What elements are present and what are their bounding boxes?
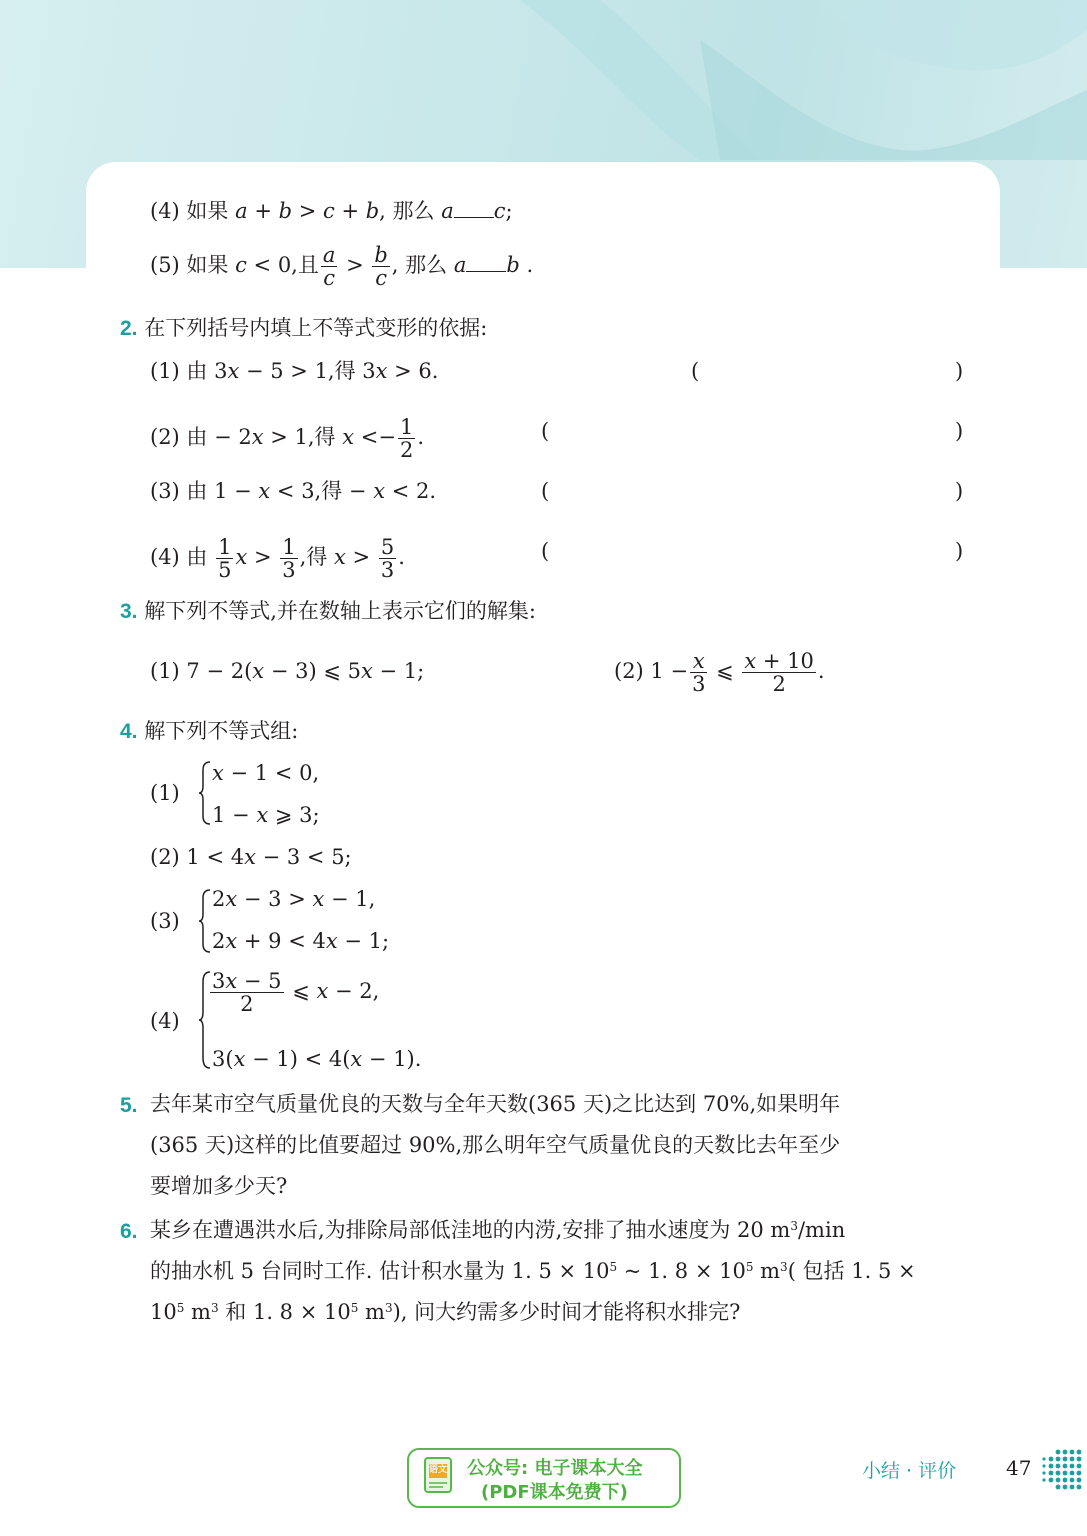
dot xyxy=(1077,1471,1082,1476)
fraction: $\frac{1}{2}$ xyxy=(399,415,414,462)
q2-item1: (1) 由 3x − 5 > 1,得 3x > 6. ( ) xyxy=(150,359,964,383)
dot xyxy=(1070,1457,1075,1462)
q5-text: 去年某市空气质量优良的天数与全年天数(365 天)之比达到 70%,如果明年 (365 天)这样的比值要超过 90%,那么明年空气质量优良的天数比去年至少 要增加多少天? xyxy=(150,1092,841,1198)
dot xyxy=(1049,1471,1054,1476)
q6-number: 6. xyxy=(120,1220,138,1243)
q3-heading: 3. 解下列不等式,并在数轴上表示它们的解集: xyxy=(120,599,536,623)
badge-subtitle: (PDF课本免费下) xyxy=(481,1482,628,1503)
dot xyxy=(1042,1457,1045,1460)
fraction: $\frac{x}{3}$ xyxy=(692,649,706,696)
q4-s4-line2: 3(x − 1) < 4(x − 1). xyxy=(212,1047,422,1071)
q4-s1-line1: x − 1 < 0, xyxy=(212,761,320,785)
q5-number: 5. xyxy=(120,1094,138,1117)
dot xyxy=(1049,1464,1054,1469)
q4-s3-line2: 2x + 9 < 4x − 1; xyxy=(212,929,390,953)
q4-s4-line1: $\frac{3x - 5}{2}$ ⩽ x − 2, xyxy=(212,969,380,1016)
answer-blank[interactable] xyxy=(454,199,494,218)
q2-heading: 2. 在下列括号内填上不等式变形的依据: xyxy=(120,316,488,340)
q3-item2: (2) 1 − $\frac{x}{3}$ ⩽ $\frac{x + 10}{2}$ . xyxy=(614,649,825,696)
dot xyxy=(1063,1464,1068,1469)
dot xyxy=(1056,1478,1061,1483)
fraction: $\frac{a}{c}$ xyxy=(322,243,336,290)
q2-item3: (3) 由 1 − x < 3,得 − x < 2. ( ) xyxy=(150,479,964,503)
dot xyxy=(1056,1457,1061,1462)
q4-label4: (4) xyxy=(150,1009,180,1033)
dot xyxy=(1070,1478,1075,1483)
dot xyxy=(1063,1457,1068,1462)
answer-blank[interactable] xyxy=(466,253,506,272)
dot xyxy=(1042,1464,1045,1467)
dot xyxy=(1042,1471,1045,1474)
dot xyxy=(1049,1478,1054,1483)
badge-title: 公众号: 电子课本大全 xyxy=(467,1458,643,1479)
q6-text: 某乡在遭遇洪水后,为排除局部低洼地的内涝,安排了抽水速度为 20 $m^3/\min$ 的抽水机 5 台同时工作. 估计积水量为 1. $5 \times 10^5$ ~ 1. $8 \times 10^5$ $m^3$( 包括 1. 5 × $10^5$ $m^3$ 和 1. $8 \times 10^5$ $m^3$), 问大约需多少时间才能将积水排完? xyxy=(150,1218,916,1324)
dot-pattern-icon xyxy=(1040,1448,1084,1492)
q4-item2: (2) 1 < 4x − 3 < 5; xyxy=(150,845,352,869)
q4-label1: (1) xyxy=(150,781,180,805)
q4-label3: (3) xyxy=(150,909,180,933)
fraction: $\frac{1}{5}$ xyxy=(218,535,232,582)
fraction: $\frac{1}{3}$ xyxy=(282,535,296,582)
dot xyxy=(1077,1450,1082,1455)
badge-icon-text: 语文 xyxy=(429,1465,448,1475)
dot xyxy=(1077,1485,1082,1490)
dot xyxy=(1063,1471,1068,1476)
dot xyxy=(1056,1471,1061,1476)
fraction: $\frac{b}{c}$ xyxy=(374,243,388,290)
dot xyxy=(1056,1464,1061,1469)
wechat-badge[interactable] xyxy=(407,1448,681,1508)
q1-item4: (4) 如果 a + b > c + b, 那么 a c; xyxy=(150,199,513,223)
dot xyxy=(1063,1450,1068,1455)
dot xyxy=(1077,1464,1082,1469)
fraction: $\frac{5}{3}$ xyxy=(380,535,395,582)
dot xyxy=(1056,1485,1061,1490)
q2-item4: (4) 由 $\frac{1}{5}$ x > $\frac{1}{3}$ ,得 x > $\frac{5}{3}$ . ( ) xyxy=(150,535,964,582)
brace-icon xyxy=(198,888,212,954)
page-number: 47 xyxy=(1006,1456,1032,1480)
dot xyxy=(1077,1478,1082,1483)
q1-item5: (5) 如果 c < 0,且 $\frac{a}{c}$ > $\frac{b}{c}$ , 那么 a b . xyxy=(150,243,534,290)
fraction: $\frac{3x - 5}{2}$ xyxy=(212,969,282,1016)
dot xyxy=(1056,1450,1061,1455)
dot xyxy=(1063,1485,1068,1490)
dot xyxy=(1070,1464,1075,1469)
section-label: 小结 · 评价 xyxy=(862,1460,957,1482)
q2-item2: (2) 由 − 2x > 1,得 x <− $\frac{1}{2}$ . ( ) xyxy=(150,415,964,462)
q4-s3-line1: 2x − 3 > x − 1, xyxy=(212,887,376,911)
dot xyxy=(1063,1478,1068,1483)
dot xyxy=(1070,1450,1075,1455)
brace-icon xyxy=(198,760,212,826)
fraction: $\frac{x + 10}{2}$ xyxy=(744,649,814,696)
q4-heading: 4. 解下列不等式组: xyxy=(120,719,299,743)
dot xyxy=(1042,1478,1045,1481)
dot xyxy=(1049,1457,1054,1462)
dot xyxy=(1070,1485,1075,1490)
q3-item1: (1) 7 − 2(x − 3) ⩽ 5x − 1; xyxy=(150,659,425,683)
dot xyxy=(1077,1457,1082,1462)
dot xyxy=(1070,1471,1075,1476)
q4-s1-line2: 1 − x ⩾ 3; xyxy=(212,803,320,827)
